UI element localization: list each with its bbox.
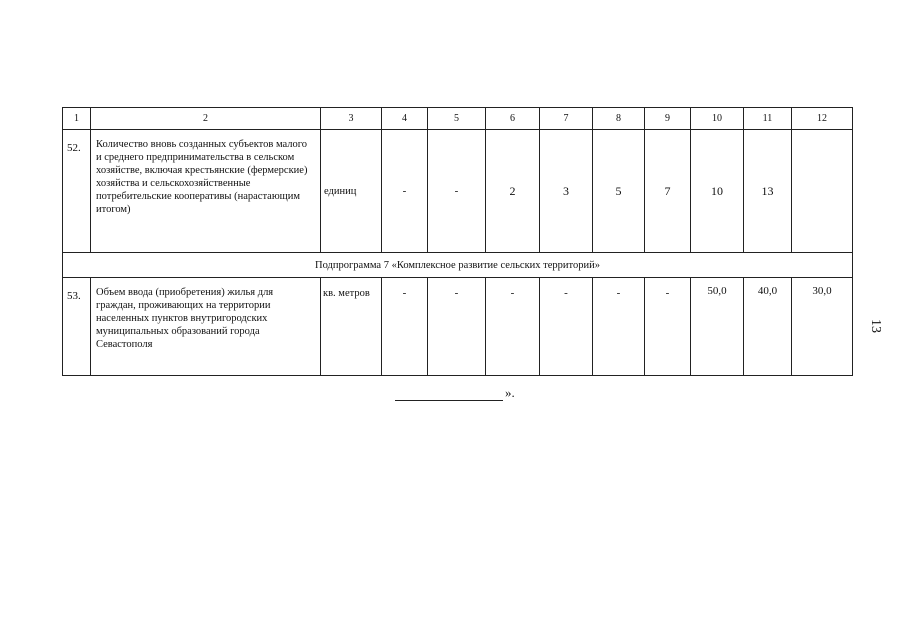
value-cell: 7 (645, 130, 691, 253)
row-number: 52. (63, 130, 91, 253)
value-cell: - (428, 130, 486, 253)
value-cell: - (382, 278, 428, 376)
header-cell: 8 (593, 108, 645, 130)
subprogram-row (63, 253, 853, 278)
value-cell: - (540, 278, 593, 376)
value-cell: 5 (593, 130, 645, 253)
table-row-52 (63, 130, 853, 253)
header-cell: 2 (91, 108, 321, 130)
header-cell: 1 (63, 108, 91, 130)
header-cell: 12 (792, 108, 853, 130)
header-row (63, 108, 853, 130)
header-cell: 4 (382, 108, 428, 130)
header-cell: 9 (645, 108, 691, 130)
closing-quote: ». (505, 385, 515, 400)
subprogram-title: Подпрограмма 7 «Комплексное развитие сельских территорий» (63, 253, 853, 278)
value-cell: - (428, 278, 486, 376)
value-cell: 30,0 (792, 278, 853, 376)
value-cell: - (593, 278, 645, 376)
header-cell: 7 (540, 108, 593, 130)
closing-line (395, 385, 515, 401)
header-cell: 5 (428, 108, 486, 130)
unit-cell: кв. метров (321, 278, 382, 376)
value-cell: 13 (744, 130, 792, 253)
value-cell: 40,0 (744, 278, 792, 376)
page-number: 13 (868, 319, 883, 333)
indicator-description: Объем ввода (приобретения) жилья для граждан, проживающих на территории населенных пунктов внутригородских муниципальных образований города Севастополя (91, 278, 321, 376)
row-number: 53. (63, 278, 91, 376)
unit-cell: единиц (321, 130, 382, 253)
header-cell: 6 (486, 108, 540, 130)
underline-divider (395, 385, 503, 401)
value-cell: - (382, 130, 428, 253)
indicators-table (62, 107, 853, 376)
value-cell: 10 (691, 130, 744, 253)
table-row-53 (63, 278, 853, 376)
header-cell: 3 (321, 108, 382, 130)
value-cell: - (645, 278, 691, 376)
value-cell (792, 130, 853, 253)
indicator-description: Количество вновь созданных субъектов малого и среднего предпринимательства в сельском хозяйстве, включая крестьянские (фермерские) хозяйства и сельскохозяйственные потребительские кооперативы (нарастающим итогом) (91, 130, 321, 253)
value-cell: - (486, 278, 540, 376)
header-cell: 10 (691, 108, 744, 130)
header-cell: 11 (744, 108, 792, 130)
value-cell: 3 (540, 130, 593, 253)
value-cell: 2 (486, 130, 540, 253)
value-cell: 50,0 (691, 278, 744, 376)
